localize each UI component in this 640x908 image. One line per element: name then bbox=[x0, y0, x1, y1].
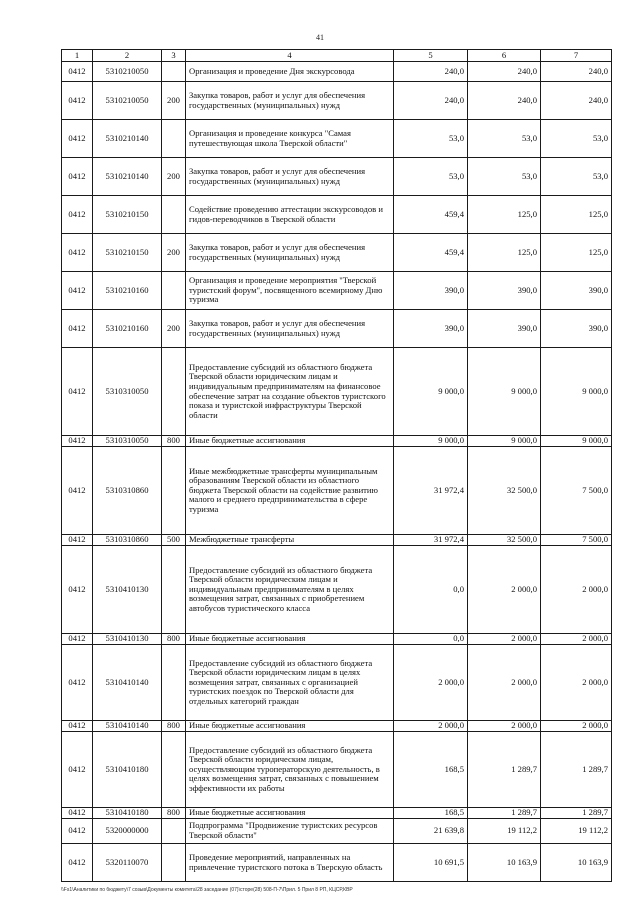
amount-year-2-cell: 2 000,0 bbox=[468, 721, 541, 732]
amount-year-3-cell: 7 500,0 bbox=[541, 447, 612, 535]
section-code-cell: 0412 bbox=[62, 348, 93, 436]
amount-year-2-cell: 390,0 bbox=[468, 272, 541, 310]
amount-year-3-cell: 53,0 bbox=[541, 158, 612, 196]
expense-type-cell bbox=[162, 546, 186, 634]
target-article-cell: 5310210150 bbox=[93, 196, 162, 234]
expense-type-cell: 200 bbox=[162, 82, 186, 120]
amount-year-1-cell: 459,4 bbox=[394, 196, 468, 234]
expense-type-cell: 800 bbox=[162, 808, 186, 819]
table-row bbox=[62, 272, 612, 310]
expense-type-cell: 800 bbox=[162, 721, 186, 732]
table-row bbox=[62, 310, 612, 348]
target-article-cell: 5320000000 bbox=[93, 819, 162, 844]
section-code-cell: 0412 bbox=[62, 62, 93, 82]
item-name-cell: Организация и проведение мероприятия "Тверской туристский форум", посвященного всемирному Дню туризма bbox=[186, 272, 394, 310]
header-cell-3: 3 bbox=[162, 50, 186, 62]
item-name-cell: Предоставление субсидий из областного бюджета Тверской области юридическим лицам в целях возмещения затрат, связанных с организацией туристских поездок по Тверской области для отдельных категорий граждан bbox=[186, 645, 394, 721]
amount-year-3-cell: 9 000,0 bbox=[541, 436, 612, 447]
expense-type-cell bbox=[162, 844, 186, 882]
section-code-cell: 0412 bbox=[62, 120, 93, 158]
amount-year-3-cell: 7 500,0 bbox=[541, 535, 612, 546]
item-name-cell: Проведение мероприятий, направленных на привлечение туристского потока в Тверскую область bbox=[186, 844, 394, 882]
amount-year-1-cell: 459,4 bbox=[394, 234, 468, 272]
amount-year-3-cell: 2 000,0 bbox=[541, 634, 612, 645]
item-name-cell: Подпрограмма "Продвижение туристских ресурсов Тверской области" bbox=[186, 819, 394, 844]
target-article-cell: 5310310860 bbox=[93, 447, 162, 535]
item-name-cell: Закупка товаров, работ и услуг для обеспечения государственных (муниципальных) нужд bbox=[186, 310, 394, 348]
table-row bbox=[62, 447, 612, 535]
target-article-cell: 5310210160 bbox=[93, 272, 162, 310]
expense-type-cell: 200 bbox=[162, 234, 186, 272]
amount-year-3-cell: 125,0 bbox=[541, 234, 612, 272]
table-row bbox=[62, 234, 612, 272]
section-code-cell: 0412 bbox=[62, 546, 93, 634]
item-name-cell: Иные бюджетные ассигнования bbox=[186, 808, 394, 819]
table-row bbox=[62, 546, 612, 634]
target-article-cell: 5310410130 bbox=[93, 546, 162, 634]
amount-year-2-cell: 53,0 bbox=[468, 120, 541, 158]
target-article-cell: 5310410180 bbox=[93, 732, 162, 808]
table-row bbox=[62, 348, 612, 436]
section-code-cell: 0412 bbox=[62, 645, 93, 721]
section-code-cell: 0412 bbox=[62, 808, 93, 819]
section-code-cell: 0412 bbox=[62, 196, 93, 234]
section-code-cell: 0412 bbox=[62, 158, 93, 196]
table-row bbox=[62, 196, 612, 234]
target-article-cell: 5310410140 bbox=[93, 721, 162, 732]
amount-year-2-cell: 32 500,0 bbox=[468, 447, 541, 535]
item-name-cell: Закупка товаров, работ и услуг для обеспечения государственных (муниципальных) нужд bbox=[186, 158, 394, 196]
section-code-cell: 0412 bbox=[62, 721, 93, 732]
target-article-cell: 5310410140 bbox=[93, 645, 162, 721]
item-name-cell: Межбюджетные трансферты bbox=[186, 535, 394, 546]
expense-type-cell bbox=[162, 348, 186, 436]
header-cell-6: 6 bbox=[468, 50, 541, 62]
amount-year-2-cell: 240,0 bbox=[468, 82, 541, 120]
expense-type-cell: 500 bbox=[162, 535, 186, 546]
amount-year-3-cell: 125,0 bbox=[541, 196, 612, 234]
table-row bbox=[62, 645, 612, 721]
target-article-cell: 5320110070 bbox=[93, 844, 162, 882]
item-name-cell: Предоставление субсидий из областного бюджета Тверской области юридическим лицам и индивидуальным предпринимателям на финансовое обеспечение затрат на создание объектов туристского показа и туристской инфраструктуры Тверской области bbox=[186, 348, 394, 436]
amount-year-1-cell: 0,0 bbox=[394, 546, 468, 634]
target-article-cell: 5310310050 bbox=[93, 348, 162, 436]
amount-year-3-cell: 390,0 bbox=[541, 310, 612, 348]
section-code-cell: 0412 bbox=[62, 535, 93, 546]
target-article-cell: 5310210140 bbox=[93, 120, 162, 158]
amount-year-1-cell: 168,5 bbox=[394, 732, 468, 808]
item-name-cell: Иные бюджетные ассигнования bbox=[186, 436, 394, 447]
item-name-cell: Содействие проведению аттестации экскурсоводов и гидов-переводчиков в Тверской области bbox=[186, 196, 394, 234]
amount-year-2-cell: 1 289,7 bbox=[468, 808, 541, 819]
amount-year-2-cell: 125,0 bbox=[468, 196, 541, 234]
amount-year-3-cell: 10 163,9 bbox=[541, 844, 612, 882]
expense-type-cell bbox=[162, 732, 186, 808]
target-article-cell: 5310310050 bbox=[93, 436, 162, 447]
section-code-cell: 0412 bbox=[62, 82, 93, 120]
amount-year-3-cell: 390,0 bbox=[541, 272, 612, 310]
expense-type-cell: 800 bbox=[162, 634, 186, 645]
section-code-cell: 0412 bbox=[62, 844, 93, 882]
expense-type-cell bbox=[162, 645, 186, 721]
expense-type-cell: 200 bbox=[162, 310, 186, 348]
header-cell-4: 4 bbox=[186, 50, 394, 62]
item-name-cell: Закупка товаров, работ и услуг для обеспечения государственных (муниципальных) нужд bbox=[186, 234, 394, 272]
section-code-cell: 0412 bbox=[62, 634, 93, 645]
table-row bbox=[62, 535, 612, 546]
table-row bbox=[62, 732, 612, 808]
item-name-cell: Организация и проведение Дня экскурсовода bbox=[186, 62, 394, 82]
amount-year-3-cell: 2 000,0 bbox=[541, 546, 612, 634]
amount-year-2-cell: 390,0 bbox=[468, 310, 541, 348]
header-cell-1: 1 bbox=[62, 50, 93, 62]
target-article-cell: 5310210160 bbox=[93, 310, 162, 348]
amount-year-3-cell: 1 289,7 bbox=[541, 732, 612, 808]
expense-type-cell bbox=[162, 62, 186, 82]
section-code-cell: 0412 bbox=[62, 234, 93, 272]
amount-year-2-cell: 32 500,0 bbox=[468, 535, 541, 546]
item-name-cell: Предоставление субсидий из областного бюджета Тверской области юридическим лицам и индивидуальным предпринимателям в целях возмещения затрат, связанных с приобретением автобусов туристического класса bbox=[186, 546, 394, 634]
amount-year-3-cell: 240,0 bbox=[541, 62, 612, 82]
amount-year-2-cell: 9 000,0 bbox=[468, 348, 541, 436]
target-article-cell: 5310210050 bbox=[93, 62, 162, 82]
amount-year-1-cell: 21 639,8 bbox=[394, 819, 468, 844]
table-row bbox=[62, 808, 612, 819]
amount-year-2-cell: 1 289,7 bbox=[468, 732, 541, 808]
expense-type-cell: 200 bbox=[162, 158, 186, 196]
table-row bbox=[62, 62, 612, 82]
amount-year-1-cell: 9 000,0 bbox=[394, 436, 468, 447]
amount-year-3-cell: 19 112,2 bbox=[541, 819, 612, 844]
amount-year-1-cell: 390,0 bbox=[394, 310, 468, 348]
expense-type-cell bbox=[162, 120, 186, 158]
amount-year-1-cell: 53,0 bbox=[394, 120, 468, 158]
expense-type-cell: 800 bbox=[162, 436, 186, 447]
table-row bbox=[62, 721, 612, 732]
section-code-cell: 0412 bbox=[62, 819, 93, 844]
expense-type-cell bbox=[162, 819, 186, 844]
header-cell-2: 2 bbox=[93, 50, 162, 62]
amount-year-1-cell: 0,0 bbox=[394, 634, 468, 645]
table-body bbox=[62, 62, 612, 882]
amount-year-3-cell: 1 289,7 bbox=[541, 808, 612, 819]
amount-year-1-cell: 390,0 bbox=[394, 272, 468, 310]
expense-type-cell bbox=[162, 272, 186, 310]
section-code-cell: 0412 bbox=[62, 310, 93, 348]
amount-year-2-cell: 2 000,0 bbox=[468, 546, 541, 634]
amount-year-1-cell: 53,0 bbox=[394, 158, 468, 196]
amount-year-1-cell: 31 972,4 bbox=[394, 447, 468, 535]
section-code-cell: 0412 bbox=[62, 436, 93, 447]
amount-year-1-cell: 240,0 bbox=[394, 62, 468, 82]
file-path-footer: \\Fs1\Аналитики по бюджету\7 созыв\Документы комитета\28 заседание (07)\сторе(28) 508-П-7\Прил. 5 Прил 8 РП, КЦСР,КВР bbox=[61, 887, 353, 893]
amount-year-1-cell: 9 000,0 bbox=[394, 348, 468, 436]
table-row bbox=[62, 844, 612, 882]
amount-year-1-cell: 240,0 bbox=[394, 82, 468, 120]
item-name-cell: Предоставление субсидий из областного бюджета Тверской области юридическим лицам, осуществляющим туроператорскую деятельность, в целях возмещения затрат, связанных с повышением эффективности их работы bbox=[186, 732, 394, 808]
table-row bbox=[62, 634, 612, 645]
amount-year-3-cell: 2 000,0 bbox=[541, 721, 612, 732]
table-row bbox=[62, 436, 612, 447]
amount-year-2-cell: 10 163,9 bbox=[468, 844, 541, 882]
header-cell-7: 7 bbox=[541, 50, 612, 62]
table-row bbox=[62, 120, 612, 158]
amount-year-2-cell: 240,0 bbox=[468, 62, 541, 82]
amount-year-3-cell: 240,0 bbox=[541, 82, 612, 120]
amount-year-2-cell: 125,0 bbox=[468, 234, 541, 272]
target-article-cell: 5310410180 bbox=[93, 808, 162, 819]
item-name-cell: Организация и проведение конкурса "Самая путешествующая школа Тверской области" bbox=[186, 120, 394, 158]
amount-year-1-cell: 2 000,0 bbox=[394, 721, 468, 732]
expense-type-cell bbox=[162, 196, 186, 234]
amount-year-3-cell: 53,0 bbox=[541, 120, 612, 158]
amount-year-1-cell: 31 972,4 bbox=[394, 535, 468, 546]
item-name-cell: Иные бюджетные ассигнования bbox=[186, 634, 394, 645]
expense-type-cell bbox=[162, 447, 186, 535]
section-code-cell: 0412 bbox=[62, 272, 93, 310]
table-row bbox=[62, 819, 612, 844]
item-name-cell: Закупка товаров, работ и услуг для обеспечения государственных (муниципальных) нужд bbox=[186, 82, 394, 120]
amount-year-2-cell: 19 112,2 bbox=[468, 819, 541, 844]
amount-year-2-cell: 2 000,0 bbox=[468, 634, 541, 645]
amount-year-3-cell: 2 000,0 bbox=[541, 645, 612, 721]
item-name-cell: Иные межбюджетные трансферты муниципальным образованиям Тверской области из областного бюджета Тверской области на содействие развитию малого и среднего предпринимательства в сфере туризма bbox=[186, 447, 394, 535]
target-article-cell: 5310210050 bbox=[93, 82, 162, 120]
target-article-cell: 5310310860 bbox=[93, 535, 162, 546]
page-number: 41 bbox=[316, 33, 324, 42]
amount-year-2-cell: 9 000,0 bbox=[468, 436, 541, 447]
section-code-cell: 0412 bbox=[62, 447, 93, 535]
header-row bbox=[62, 50, 612, 62]
section-code-cell: 0412 bbox=[62, 732, 93, 808]
amount-year-3-cell: 9 000,0 bbox=[541, 348, 612, 436]
amount-year-1-cell: 2 000,0 bbox=[394, 645, 468, 721]
budget-table bbox=[61, 49, 612, 882]
amount-year-1-cell: 168,5 bbox=[394, 808, 468, 819]
amount-year-1-cell: 10 691,5 bbox=[394, 844, 468, 882]
table-row bbox=[62, 158, 612, 196]
table-row bbox=[62, 82, 612, 120]
target-article-cell: 5310410130 bbox=[93, 634, 162, 645]
item-name-cell: Иные бюджетные ассигнования bbox=[186, 721, 394, 732]
target-article-cell: 5310210150 bbox=[93, 234, 162, 272]
amount-year-2-cell: 2 000,0 bbox=[468, 645, 541, 721]
amount-year-2-cell: 53,0 bbox=[468, 158, 541, 196]
target-article-cell: 5310210140 bbox=[93, 158, 162, 196]
header-cell-5: 5 bbox=[394, 50, 468, 62]
